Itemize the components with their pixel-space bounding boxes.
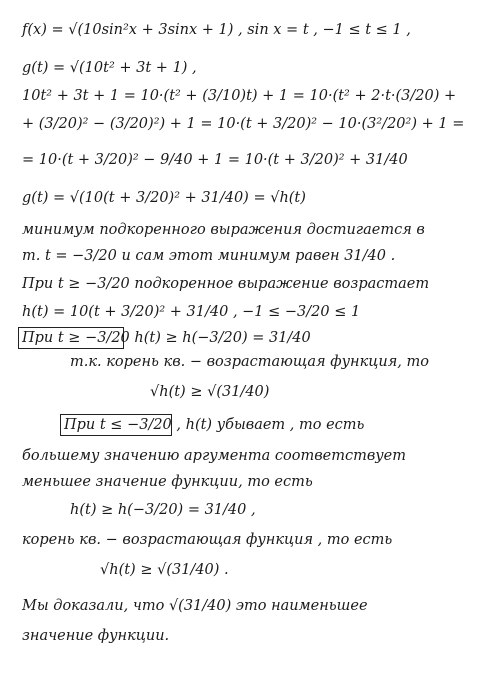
line-expansion-1: 10t² + 3t + 1 = 10·(t² + (3/10)t) + 1 = 10·(t² + 2·t·(3/20) + xyxy=(22,88,457,104)
line-h-definition: h(t) = 10(t + 3/20)² + 31/40 , −1 ≤ −3/20 ≤ 1 xyxy=(22,304,361,320)
line-result-1: √h(t) ≥ √(31/40) xyxy=(150,384,270,400)
line-sqrt-increasing-2: корень кв. − возрастающая функция , то есть xyxy=(22,532,393,548)
line-g-definition: g(t) = √(10t² + 3t + 1) , xyxy=(22,60,197,76)
line-minimum-point: т. t = −3/20 и сам этот минимум равен 31/40 . xyxy=(22,248,396,264)
line-minimum-text: минимум подкоренного выражения достигается в xyxy=(22,222,425,238)
line-result-2: √h(t) ≥ √(31/40) . xyxy=(100,562,229,578)
line-increasing: При t ≥ −3/20 подкоренное выражение возрастает xyxy=(22,276,430,292)
line-sqrt-increasing-1: т.к. корень кв. − возрастающая функция, то xyxy=(70,354,429,370)
line-h-inequality: h(t) ≥ h(−3/20) = 31/40 , xyxy=(70,502,256,518)
line-conclusion: Мы доказали, что √(31/40) это наименьшее xyxy=(22,598,368,614)
line-function-value: значение функции. xyxy=(22,628,170,644)
line-g-rewritten: g(t) = √(10(t + 3/20)² + 31/40) = √h(t) xyxy=(22,190,306,206)
line-expansion-2: + (3/20)² − (3/20)²) + 1 = 10·(t + 3/20)² − 10·(3²/20²) + 1 = xyxy=(22,116,465,132)
line-argument: большему значению аргумента соответствует xyxy=(22,448,407,464)
line-expansion-3: = 10·(t + 3/20)² − 9/40 + 1 = 10·(t + 3/20)² + 31/40 xyxy=(22,152,408,168)
line-case-1: При t ≥ −3/20 h(t) ≥ h(−3/20) = 31/40 xyxy=(22,330,311,346)
line-f-definition: f(x) = √(10sin²x + 3sinx + 1) , sin x = t , −1 ≤ t ≤ 1 , xyxy=(22,22,411,38)
line-smaller-value: меньшее значение функции, то есть xyxy=(22,474,313,490)
line-case-2: При t ≤ −3/20 , h(t) убывает , то есть xyxy=(64,417,365,433)
